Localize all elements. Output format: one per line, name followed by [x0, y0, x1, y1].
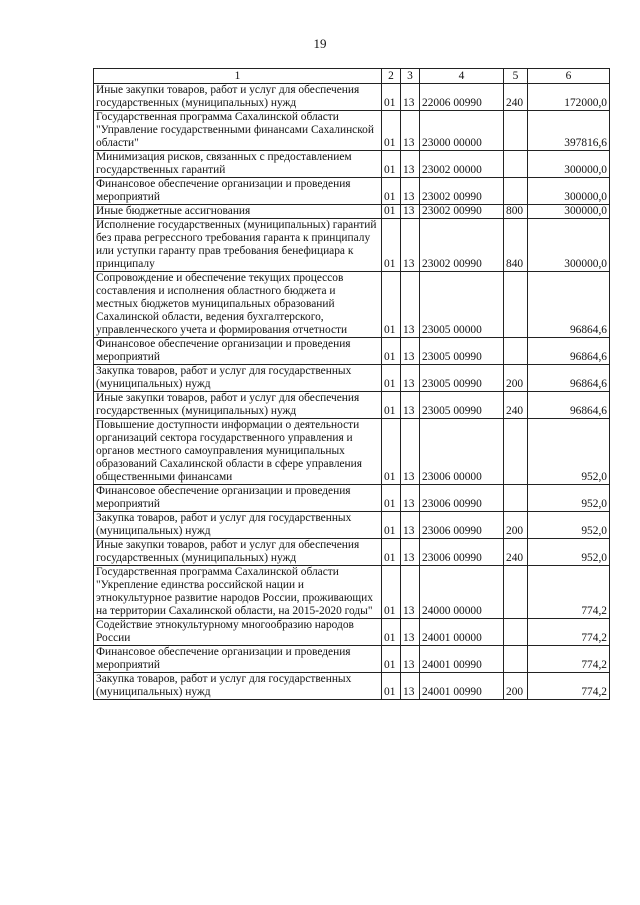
expense-type-cell: 200: [504, 365, 528, 392]
target-article-cell: 24000 00000: [420, 566, 504, 619]
section-code-cell: 01: [382, 178, 401, 205]
subsection-code-cell: 13: [401, 178, 420, 205]
target-article-cell: 22006 00990: [420, 84, 504, 111]
row-name-cell: Закупка товаров, работ и услуг для государственных (муниципальных) нужд: [94, 512, 382, 539]
section-code-cell: 01: [382, 512, 401, 539]
section-code-cell: 01: [382, 646, 401, 673]
section-code-cell: 01: [382, 619, 401, 646]
row-name-cell: Иные закупки товаров, работ и услуг для обеспечения государственных (муниципальных) нужд: [94, 84, 382, 111]
row-name-cell: Закупка товаров, работ и услуг для государственных (муниципальных) нужд: [94, 365, 382, 392]
target-article-cell: 23006 00990: [420, 512, 504, 539]
table-row: [94, 205, 610, 219]
amount-cell: 397816,6: [528, 111, 610, 151]
subsection-code-cell: 13: [401, 219, 420, 272]
expense-type-cell: 200: [504, 673, 528, 700]
expense-type-cell: [504, 151, 528, 178]
table-row: [94, 272, 610, 338]
expense-type-cell: [504, 485, 528, 512]
expense-type-cell: 240: [504, 539, 528, 566]
amount-cell: 172000,0: [528, 84, 610, 111]
row-name-cell: Исполнение государственных (муниципальных) гарантий без права регрессного требования гаранта к принципалу или уступки гаранту прав требования бенефициара к принципалу: [94, 219, 382, 272]
row-name-cell: Финансовое обеспечение организации и проведения мероприятий: [94, 178, 382, 205]
target-article-cell: 23006 00990: [420, 485, 504, 512]
subsection-code-cell: 13: [401, 365, 420, 392]
amount-cell: 300000,0: [528, 178, 610, 205]
section-code-cell: 01: [382, 539, 401, 566]
row-name-cell: Иные закупки товаров, работ и услуг для обеспечения государственных (муниципальных) нужд: [94, 539, 382, 566]
table-row: [94, 219, 610, 272]
budget-table: [93, 68, 610, 700]
column-header: 6: [528, 69, 610, 84]
target-article-cell: 24001 00000: [420, 619, 504, 646]
subsection-code-cell: 13: [401, 566, 420, 619]
column-header: 4: [420, 69, 504, 84]
expense-type-cell: 240: [504, 84, 528, 111]
target-article-cell: 23002 00990: [420, 178, 504, 205]
expense-type-cell: [504, 338, 528, 365]
expense-type-cell: 240: [504, 392, 528, 419]
target-article-cell: 23002 00990: [420, 205, 504, 219]
row-name-cell: Финансовое обеспечение организации и проведения мероприятий: [94, 338, 382, 365]
section-code-cell: 01: [382, 205, 401, 219]
amount-cell: 774,2: [528, 619, 610, 646]
target-article-cell: 23005 00990: [420, 365, 504, 392]
expense-type-cell: [504, 566, 528, 619]
amount-cell: 96864,6: [528, 392, 610, 419]
amount-cell: 300000,0: [528, 219, 610, 272]
expense-type-cell: [504, 111, 528, 151]
amount-cell: 952,0: [528, 419, 610, 485]
subsection-code-cell: 13: [401, 485, 420, 512]
target-article-cell: 23002 00000: [420, 151, 504, 178]
amount-cell: 952,0: [528, 485, 610, 512]
subsection-code-cell: 13: [401, 646, 420, 673]
amount-cell: 774,2: [528, 566, 610, 619]
amount-cell: 96864,6: [528, 272, 610, 338]
table-row: [94, 485, 610, 512]
target-article-cell: 23002 00990: [420, 219, 504, 272]
target-article-cell: 23005 00990: [420, 338, 504, 365]
target-article-cell: 24001 00990: [420, 673, 504, 700]
row-name-cell: Государственная программа Сахалинской области "Управление государственными финансами Сахалинской области": [94, 111, 382, 151]
table-row: [94, 178, 610, 205]
amount-cell: 774,2: [528, 646, 610, 673]
section-code-cell: 01: [382, 673, 401, 700]
expense-type-cell: 840: [504, 219, 528, 272]
table-row: [94, 566, 610, 619]
amount-cell: 774,2: [528, 673, 610, 700]
header-row: [94, 69, 610, 84]
section-code-cell: 01: [382, 338, 401, 365]
target-article-cell: 23006 00000: [420, 419, 504, 485]
row-name-cell: Сопровождение и обеспечение текущих процессов составления и исполнения областного бюджета и местных бюджетов муниципальных образований Сахалинской области, ведения бухгалтерского, управленческого учета и формирования отчетности: [94, 272, 382, 338]
table-row: [94, 673, 610, 700]
expense-type-cell: [504, 646, 528, 673]
target-article-cell: 23006 00990: [420, 539, 504, 566]
table-row: [94, 512, 610, 539]
table-row: [94, 338, 610, 365]
expense-type-cell: [504, 419, 528, 485]
amount-cell: 300000,0: [528, 151, 610, 178]
column-header: 3: [401, 69, 420, 84]
column-header: 1: [94, 69, 382, 84]
amount-cell: 952,0: [528, 512, 610, 539]
row-name-cell: Повышение доступности информации о деятельности организаций сектора государственного управления и органов местного самоуправления муниципальных образований Сахалинской области в сфере управления общественными финансами: [94, 419, 382, 485]
column-header: 2: [382, 69, 401, 84]
row-name-cell: Закупка товаров, работ и услуг для государственных (муниципальных) нужд: [94, 673, 382, 700]
target-article-cell: 24001 00990: [420, 646, 504, 673]
column-header: 5: [504, 69, 528, 84]
table-row: [94, 646, 610, 673]
section-code-cell: 01: [382, 219, 401, 272]
amount-cell: 952,0: [528, 539, 610, 566]
subsection-code-cell: 13: [401, 272, 420, 338]
row-name-cell: Финансовое обеспечение организации и проведения мероприятий: [94, 485, 382, 512]
section-code-cell: 01: [382, 151, 401, 178]
expense-type-cell: [504, 272, 528, 338]
target-article-cell: 23000 00000: [420, 111, 504, 151]
row-name-cell: Государственная программа Сахалинской области "Укрепление единства российской нации и этнокультурное развитие народов России, проживающих на территории Сахалинской области, на 2015-2020 годы": [94, 566, 382, 619]
amount-cell: 300000,0: [528, 205, 610, 219]
table-row: [94, 151, 610, 178]
subsection-code-cell: 13: [401, 619, 420, 646]
target-article-cell: 23005 00000: [420, 272, 504, 338]
row-name-cell: Минимизация рисков, связанных с предоставлением государственных гарантий: [94, 151, 382, 178]
subsection-code-cell: 13: [401, 512, 420, 539]
expense-type-cell: [504, 619, 528, 646]
expense-type-cell: [504, 178, 528, 205]
table-row: [94, 392, 610, 419]
section-code-cell: 01: [382, 111, 401, 151]
table-row: [94, 419, 610, 485]
subsection-code-cell: 13: [401, 111, 420, 151]
expense-type-cell: 200: [504, 512, 528, 539]
table-row: [94, 539, 610, 566]
section-code-cell: 01: [382, 485, 401, 512]
row-name-cell: Иные бюджетные ассигнования: [94, 205, 382, 219]
row-name-cell: Содействие этнокультурному многообразию народов России: [94, 619, 382, 646]
section-code-cell: 01: [382, 419, 401, 485]
page-number: 19: [313, 36, 327, 51]
row-name-cell: Иные закупки товаров, работ и услуг для обеспечения государственных (муниципальных) нужд: [94, 392, 382, 419]
subsection-code-cell: 13: [401, 338, 420, 365]
subsection-code-cell: 13: [401, 392, 420, 419]
table-body: [94, 84, 610, 700]
subsection-code-cell: 13: [401, 84, 420, 111]
section-code-cell: 01: [382, 272, 401, 338]
amount-cell: 96864,6: [528, 338, 610, 365]
table-row: [94, 84, 610, 111]
subsection-code-cell: 13: [401, 205, 420, 219]
table-row: [94, 111, 610, 151]
subsection-code-cell: 13: [401, 673, 420, 700]
table-row: [94, 365, 610, 392]
section-code-cell: 01: [382, 84, 401, 111]
subsection-code-cell: 13: [401, 151, 420, 178]
section-code-cell: 01: [382, 365, 401, 392]
expense-type-cell: 800: [504, 205, 528, 219]
table-row: [94, 619, 610, 646]
amount-cell: 96864,6: [528, 365, 610, 392]
section-code-cell: 01: [382, 566, 401, 619]
subsection-code-cell: 13: [401, 539, 420, 566]
subsection-code-cell: 13: [401, 419, 420, 485]
target-article-cell: 23005 00990: [420, 392, 504, 419]
section-code-cell: 01: [382, 392, 401, 419]
row-name-cell: Финансовое обеспечение организации и проведения мероприятий: [94, 646, 382, 673]
